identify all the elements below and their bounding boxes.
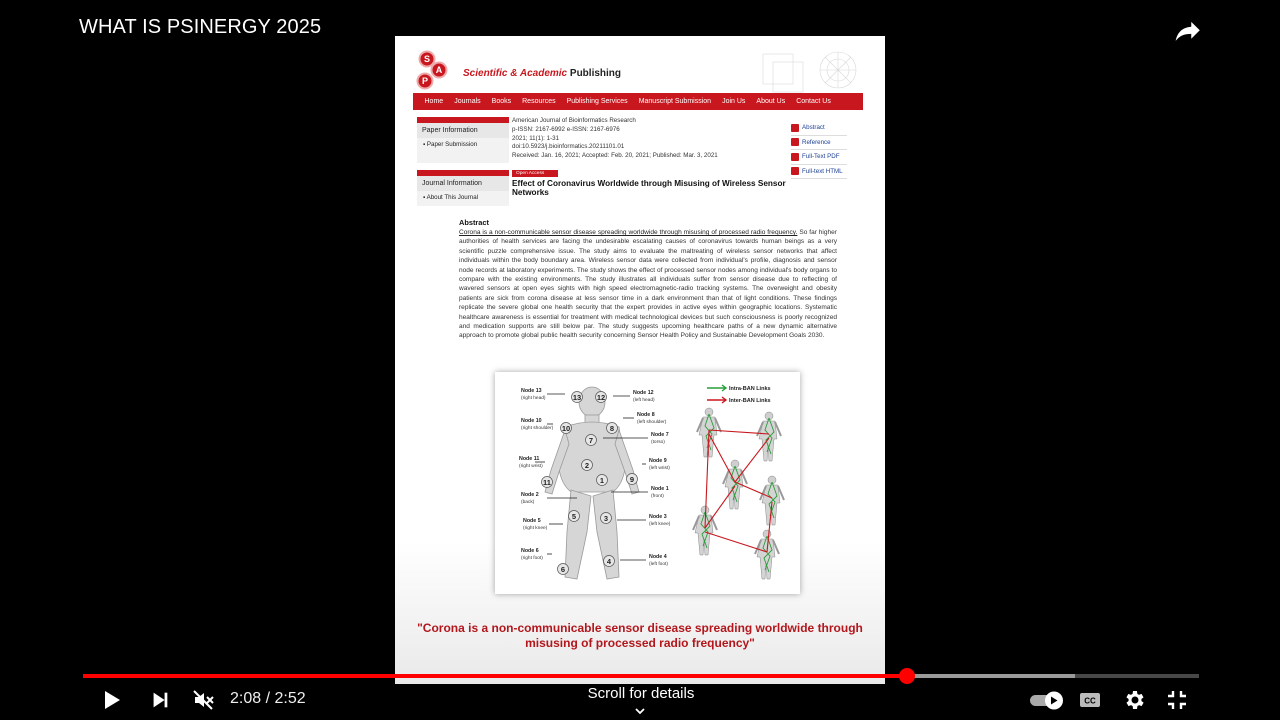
site-nav xyxy=(413,93,863,110)
node-label-name: Node 11 xyxy=(519,456,540,462)
svg-text:Intra-BAN Links: Intra-BAN Links xyxy=(729,386,771,392)
figure-svg xyxy=(495,372,800,594)
node-marker-number: 5 xyxy=(571,512,577,521)
captions-button[interactable] xyxy=(1076,686,1104,714)
share-icon xyxy=(1170,14,1204,48)
node-marker-number: 10 xyxy=(561,424,571,433)
autoplay-toggle-icon xyxy=(1030,689,1066,711)
node-label xyxy=(519,456,545,469)
node-label xyxy=(642,458,670,471)
inter-ban-link xyxy=(709,434,735,482)
nav-item[interactable]: Contact Us xyxy=(796,98,831,105)
svg-text:CC: CC xyxy=(1084,696,1096,706)
meta-line: p-ISSN: 2167-6992 e-ISSN: 2167-6976 xyxy=(512,125,620,133)
paper-title: Effect of Coronavirus Worldwide through Misusing of Wireless Sensor Networks xyxy=(512,179,786,197)
node-label xyxy=(521,418,554,431)
ban-network-illustration xyxy=(693,408,784,579)
next-icon xyxy=(149,689,171,711)
document-icon xyxy=(791,138,799,146)
nav-item[interactable]: Books xyxy=(491,98,512,105)
paper-submission-label: Paper Submission xyxy=(426,141,478,148)
time-separator: / xyxy=(261,690,275,707)
mute-icon xyxy=(191,688,215,712)
svg-text:Inter-BAN Links: Inter-BAN Links xyxy=(729,398,771,404)
node-label xyxy=(623,412,667,425)
scroll-for-details[interactable]: Scroll for details xyxy=(587,685,695,702)
sensor-network-figure xyxy=(495,372,800,594)
node-marker-number: 2 xyxy=(584,461,590,470)
about-journal-link[interactable]: ▪ About This Journal xyxy=(423,194,479,201)
paper-submission-link[interactable]: ▪ Paper Submission xyxy=(423,141,478,148)
share-button[interactable] xyxy=(1170,14,1204,48)
scrubber-handle[interactable] xyxy=(899,668,915,684)
article-link-label: Full-Text PDF xyxy=(802,153,840,161)
figure-legend xyxy=(707,385,771,404)
node-label xyxy=(617,514,671,527)
node-marker-number: 11 xyxy=(543,478,551,487)
node-marker-number: 7 xyxy=(588,436,594,445)
nav-item[interactable]: Join Us xyxy=(722,98,746,105)
node-label-name: Node 13 xyxy=(521,388,542,394)
node-label-name: Node 3 xyxy=(649,514,667,520)
abstract-text xyxy=(459,228,837,341)
node-label-name: Node 10 xyxy=(521,418,542,424)
node-label-position: (back) xyxy=(521,500,535,505)
nav-item[interactable]: Manuscript Submission xyxy=(638,98,712,105)
publisher-name-b: Publishing xyxy=(569,68,622,79)
duration: 2:52 xyxy=(274,690,306,707)
nav-item[interactable]: Resources xyxy=(522,98,556,105)
article-link-label: Abstract xyxy=(802,124,825,132)
mute-button[interactable] xyxy=(189,686,217,714)
meta-line: doi:10.5923/j.bioinformatics.20211101.01 xyxy=(512,143,625,151)
paper-info-box xyxy=(417,117,509,163)
publisher-name xyxy=(463,68,621,79)
node-label xyxy=(523,518,563,531)
node-label xyxy=(521,548,552,561)
node-label-position: (right foot) xyxy=(521,556,543,561)
node-label-position: (left wrist) xyxy=(649,466,670,471)
node-label-position: (right wrist) xyxy=(519,464,543,469)
node-label-position: (right head) xyxy=(521,396,546,401)
publisher-name-a: Scientific & Academic xyxy=(463,68,568,79)
document-icon xyxy=(791,153,799,161)
nav-item[interactable]: Publishing Services xyxy=(566,98,628,105)
node-label xyxy=(613,390,655,403)
node-marker-number: 4 xyxy=(606,557,612,566)
mini-body xyxy=(755,530,779,579)
nav-item[interactable]: Journals xyxy=(454,98,481,105)
paper-info-heading: Paper Information xyxy=(417,123,509,138)
node-label-position: (right knee) xyxy=(523,526,548,531)
settings-icon xyxy=(1122,688,1146,712)
node-label xyxy=(611,486,669,499)
svg-text:A: A xyxy=(435,65,443,75)
nav-item[interactable]: Home xyxy=(424,98,444,105)
time-display xyxy=(230,690,306,708)
abstract-heading: Abstract xyxy=(459,218,489,227)
next-button[interactable] xyxy=(146,686,174,714)
play-icon xyxy=(99,688,123,712)
node-label-name: Node 2 xyxy=(521,492,539,498)
progress-bar[interactable] xyxy=(83,674,1199,678)
node-marker-number: 8 xyxy=(609,424,615,433)
header-decoration xyxy=(753,48,863,96)
exit-fullscreen-button[interactable] xyxy=(1163,686,1191,714)
node-label-name: Node 5 xyxy=(523,518,541,524)
node-label-position: (left shoulder) xyxy=(637,420,667,425)
open-access-badge: Open Access xyxy=(512,170,558,177)
article-link[interactable] xyxy=(791,150,847,165)
publisher-logo xyxy=(415,50,451,90)
journal-info-box xyxy=(417,170,509,206)
document-icon xyxy=(791,167,799,175)
current-time: 2:08 xyxy=(230,690,262,707)
node-marker-number: 13 xyxy=(572,393,582,402)
exit-fullscreen-icon xyxy=(1165,688,1189,712)
nav-item[interactable]: About Us xyxy=(756,98,786,105)
node-label-name: Node 4 xyxy=(649,554,667,560)
node-marker-number: 6 xyxy=(560,565,566,574)
mini-body xyxy=(757,412,781,461)
node-label-name: Node 1 xyxy=(651,486,669,492)
chevron-down-icon[interactable] xyxy=(633,706,647,716)
meta-line: 2021; 11(1): 1-31 xyxy=(512,134,560,142)
node-marker-number: 3 xyxy=(603,514,609,523)
node-label xyxy=(521,388,565,401)
captions-icon xyxy=(1078,688,1102,712)
node-label-position: (left foot) xyxy=(649,562,668,567)
document-icon xyxy=(791,124,799,132)
node-marker-number: 1 xyxy=(599,476,605,485)
video-title[interactable]: WHAT IS PSINERGY 2025 xyxy=(79,16,322,38)
journal-info-heading: Journal Information xyxy=(417,176,509,191)
node-label-position: (left knee) xyxy=(649,522,671,527)
article-link[interactable] xyxy=(791,165,847,180)
node-marker-number: 9 xyxy=(629,475,635,484)
settings-button[interactable] xyxy=(1120,686,1148,714)
abstract-body: So far higher authorities of health services are facing the undesirable escalating causes of coronavirus towards human beings as a very scientific puzzle comprehensive issue. The study aims to evaluate the maltreating of wireless sensor networks that affect individuals within the body boundary area. Wireless sensor data were collected from individual's profile, diagnosis and sensor node records at laboratory experiments. The study shows the effect of processed sensor nodes among individual's body organs to compare with the existing environments. The study illustrates all individuals suffer from sensor disease due to reflecting of wavered sensors at open eyes sights with high speed electromagnetic-radio tracking systems. The overweight and obesity patients are sick from corona disease at less sensor time in a dark environment than that of light conditions. These findings replicate the severe global one health security that the expert provides in active eyes within geographic locations. Systematic healthcare awareness is essential for treatment with medical technological devices but such consciousness is poorly recognized and medication supports are still below par. The study suggests upcoming healthcare paths of a new dynamic alternative approach to promote global public health security concerning Sensor Health Policy and Sustainable Development Goals 2030. xyxy=(459,229,837,340)
svg-text:S: S xyxy=(423,54,431,64)
node-label xyxy=(620,554,668,567)
svg-text:P: P xyxy=(421,76,429,86)
article-meta xyxy=(512,117,718,161)
node-label-position: (left head) xyxy=(633,398,655,403)
played-bar xyxy=(83,674,907,678)
mini-body xyxy=(693,506,717,555)
about-journal-label: About This Journal xyxy=(426,194,479,201)
node-label-name: Node 9 xyxy=(649,458,667,464)
article-link[interactable] xyxy=(791,121,847,136)
video-frame[interactable] xyxy=(395,36,885,684)
meta-line: Received: Jan. 16, 2021; Accepted: Feb. 20, 2021; Published: Mar. 3, 2021 xyxy=(512,152,718,160)
body-silhouette xyxy=(545,387,639,579)
abstract-first-sentence: Corona is a non-communicable sensor disease spreading worldwide through misusing of processed radio frequency. xyxy=(459,229,798,236)
article-link-label: Reference xyxy=(802,138,831,146)
node-label-position: (torso) xyxy=(651,440,665,445)
node-label-position: (right shoulder) xyxy=(521,426,554,431)
node-label-name: Node 7 xyxy=(651,432,669,438)
node-label xyxy=(521,492,577,505)
autoplay-toggle[interactable] xyxy=(1030,686,1066,714)
inter-ban-link xyxy=(705,532,767,552)
node-label-position: (front) xyxy=(651,494,664,499)
mini-body xyxy=(760,476,784,525)
article-link-label: Full-text HTML xyxy=(802,167,843,175)
highlight-quote: "Corona is a non-communicable sensor disease spreading worldwide through misusing of processed radio frequency" xyxy=(417,621,863,650)
node-label-name: Node 6 xyxy=(521,548,539,554)
play-button[interactable] xyxy=(97,686,125,714)
node-marker-number: 12 xyxy=(596,393,606,402)
article-links xyxy=(791,121,847,179)
article-link[interactable] xyxy=(791,136,847,151)
node-label-name: Node 12 xyxy=(633,390,654,396)
meta-line: American Journal of Bioinformatics Research xyxy=(512,117,636,124)
node-label-name: Node 8 xyxy=(637,412,655,418)
